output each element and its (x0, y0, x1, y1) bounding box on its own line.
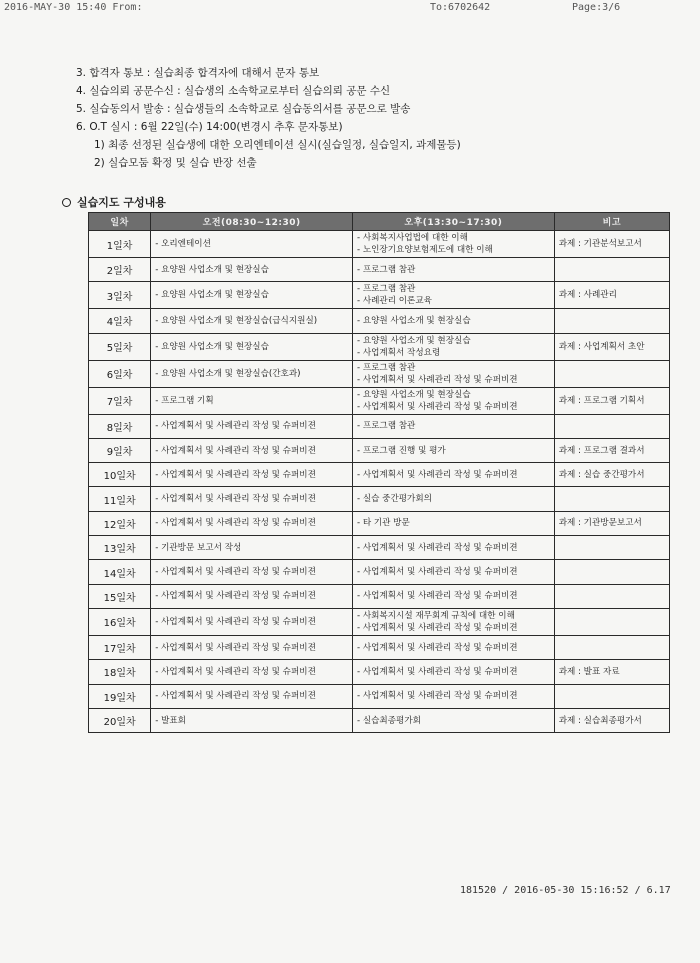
table-row (89, 333, 670, 360)
morning-cell (151, 708, 353, 732)
day-cell: 12일차 (89, 511, 151, 535)
note-cell (554, 511, 669, 535)
table-row (89, 231, 670, 258)
table-row (89, 487, 670, 511)
circle-bullet-icon (62, 198, 71, 207)
activity-line: - 사업계획서 및 사례관리 작성 및 슈퍼비젼 (155, 666, 316, 677)
table-row (89, 608, 670, 635)
activity-line: - 실습 중간평가회의 (356, 494, 432, 505)
day-cell: 11일차 (89, 487, 151, 511)
activity-line: - 요양원 사업소개 및 현장실습 (155, 264, 269, 275)
table-row (89, 438, 670, 462)
morning-cell (151, 414, 353, 438)
morning-cell (151, 309, 353, 333)
note-text: 과제 : 실습 중간평가서 (558, 469, 645, 480)
morning-cell (151, 387, 353, 414)
note-cell (554, 333, 669, 360)
activity-line: - 프로그램 기획 (155, 395, 214, 406)
table-row (89, 511, 670, 535)
day-cell: 13일차 (89, 536, 151, 560)
table-row (89, 360, 670, 387)
afternoon-cell (352, 684, 554, 708)
note-cell (554, 360, 669, 387)
header-morning: 오전(08:30~12:30) (151, 213, 353, 231)
day-cell: 4일차 (89, 309, 151, 333)
note-cell (554, 231, 669, 258)
activity-line: - 실습최종평가회 (356, 715, 421, 726)
afternoon-cell (352, 387, 554, 414)
step-item: 2) 실습모둠 확정 및 실습 반장 선출 (94, 157, 257, 169)
note-cell (554, 660, 669, 684)
step-item: 1) 최종 선정된 실습생에 대한 오리엔테이션 실시(실습일정, 실습일지, 과제물등) (94, 139, 461, 151)
activity-line: - 사업계획서 및 사례관리 작성 및 슈퍼비젼 (155, 616, 316, 627)
afternoon-cell (352, 608, 554, 635)
note-cell (554, 487, 669, 511)
activity-line: - 사업계획서 및 사례관리 작성 및 슈퍼비젼 (356, 591, 518, 602)
header-afternoon: 오후(13:30~17:30) (352, 213, 554, 231)
day-cell: 16일차 (89, 608, 151, 635)
step-item: 5. 실습동의서 발송 : 실습생들의 소속학교로 실습동의서를 공문으로 발송 (76, 103, 411, 115)
afternoon-cell (352, 414, 554, 438)
activity-line: - 사업계획서 및 사례관리 작성 및 슈퍼비젼 (356, 401, 518, 412)
note-text: 과제 : 실습최종평가서 (558, 715, 642, 726)
activity-line: - 사업계획서 및 사례관리 작성 및 슈퍼비젼 (155, 518, 316, 529)
morning-cell (151, 560, 353, 584)
activity-line: - 발표회 (155, 715, 186, 726)
activity-line: - 요양원 사업소개 및 현장실습 (155, 290, 269, 301)
activity-line: - 사업계획서 및 사례관리 작성 및 슈퍼비젼 (356, 469, 518, 480)
day-cell: 6일차 (89, 360, 151, 387)
table-row (89, 708, 670, 732)
fax-recipient: To:6702642 (430, 2, 491, 13)
afternoon-cell (352, 231, 554, 258)
note-cell (554, 608, 669, 635)
afternoon-cell (352, 536, 554, 560)
procedure-steps (76, 64, 676, 172)
table-row (89, 536, 670, 560)
activity-line: - 사례관리 이론교육 (356, 296, 432, 307)
activity-line: - 프로그램 진행 및 평가 (356, 445, 446, 456)
afternoon-cell (352, 635, 554, 659)
note-text: 과제 : 기관방문보고서 (558, 518, 642, 529)
table-row (89, 660, 670, 684)
note-cell (554, 584, 669, 608)
day-cell: 5일차 (89, 333, 151, 360)
note-cell (554, 536, 669, 560)
activity-line: - 노인장기요양보험제도에 대한 이해 (356, 245, 493, 255)
activity-line: - 사업계획서 및 사례관리 작성 및 슈퍼비젼 (356, 642, 518, 653)
activity-line: - 요양원 사업소개 및 현장실습 (356, 315, 471, 326)
activity-line: - 사업계획서 및 사례관리 작성 및 슈퍼비젼 (356, 374, 518, 385)
fax-datetime: 2016-MAY-30 15:40 From: (4, 2, 143, 13)
activity-line: - 기관방문 보고서 작성 (155, 542, 242, 553)
afternoon-cell (352, 282, 554, 309)
note-text: 과제 : 사례관리 (558, 290, 617, 301)
activity-line: - 프로그램 참관 (356, 284, 416, 295)
activity-line: - 프로그램 참관 (356, 264, 416, 275)
note-cell (554, 258, 669, 282)
activity-line: - 사업계획서 및 사례관리 작성 및 슈퍼비젼 (356, 691, 518, 702)
activity-line: - 프로그램 참관 (356, 421, 416, 432)
table-row (89, 414, 670, 438)
day-cell: 18일차 (89, 660, 151, 684)
table-row (89, 309, 670, 333)
morning-cell (151, 463, 353, 487)
note-text: 과제 : 발표 자료 (558, 666, 620, 677)
morning-cell (151, 438, 353, 462)
morning-cell (151, 333, 353, 360)
note-cell (554, 684, 669, 708)
morning-cell (151, 660, 353, 684)
note-text: 과제 : 프로그램 결과서 (558, 445, 645, 456)
activity-line: - 사업계획서 및 사례관리 작성 및 슈퍼비젼 (356, 622, 518, 633)
afternoon-cell (352, 333, 554, 360)
activity-line: - 요양원 사업소개 및 현장실습(간호과) (155, 368, 301, 379)
table-body (89, 231, 670, 733)
morning-cell (151, 608, 353, 635)
day-cell: 19일차 (89, 684, 151, 708)
section-title: 실습지도 구성내용 (77, 196, 166, 209)
day-cell: 2일차 (89, 258, 151, 282)
activity-line: - 타 기관 방문 (356, 518, 410, 529)
afternoon-cell (352, 560, 554, 584)
training-schedule-table (88, 212, 670, 733)
activity-line: - 사업계획서 및 사례관리 작성 및 슈퍼비젼 (155, 642, 316, 653)
activity-line: - 사업계획서 및 사례관리 작성 및 슈퍼비젼 (155, 421, 316, 432)
day-cell: 3일차 (89, 282, 151, 309)
morning-cell (151, 584, 353, 608)
morning-cell (151, 536, 353, 560)
table-row (89, 560, 670, 584)
note-text: 과제 : 기관분석보고서 (558, 239, 642, 249)
activity-line: - 요양원 사업소개 및 현장실습 (356, 335, 471, 346)
activity-line: - 사업계획서 및 사례관리 작성 및 슈퍼비젼 (356, 567, 518, 578)
table-row (89, 387, 670, 414)
morning-cell (151, 511, 353, 535)
fax-footer-stamp: 181520 / 2016-05-30 15:16:52 / 6.17 (460, 885, 671, 896)
activity-line: - 요양원 사업소개 및 현장실습 (356, 389, 471, 400)
table-row (89, 282, 670, 309)
activity-line: - 사업계획서 및 사례관리 작성 및 슈퍼비젼 (155, 591, 316, 602)
afternoon-cell (352, 511, 554, 535)
day-cell: 7일차 (89, 387, 151, 414)
day-cell: 17일차 (89, 635, 151, 659)
afternoon-cell (352, 463, 554, 487)
table-header-row (89, 213, 670, 231)
table-row (89, 584, 670, 608)
morning-cell (151, 282, 353, 309)
afternoon-cell (352, 708, 554, 732)
note-cell (554, 635, 669, 659)
day-cell: 10일차 (89, 463, 151, 487)
note-cell (554, 463, 669, 487)
afternoon-cell (352, 487, 554, 511)
afternoon-cell (352, 584, 554, 608)
activity-line: - 사회복지사업법에 대한 이해 (356, 233, 468, 243)
note-cell (554, 708, 669, 732)
afternoon-cell (352, 258, 554, 282)
morning-cell (151, 231, 353, 258)
activity-line: - 요양원 사업소개 및 현장실습(급식지원실) (155, 315, 318, 326)
table-row (89, 258, 670, 282)
day-cell: 1일차 (89, 231, 151, 258)
note-cell (554, 438, 669, 462)
note-text: 과제 : 사업계획서 초안 (558, 341, 645, 352)
note-cell (554, 387, 669, 414)
afternoon-cell (352, 660, 554, 684)
note-cell (554, 414, 669, 438)
fax-header (0, 2, 700, 16)
note-cell (554, 282, 669, 309)
activity-line: - 사업계획서 작성요령 (356, 347, 441, 358)
activity-line: - 프로그램 참관 (356, 362, 416, 373)
morning-cell (151, 635, 353, 659)
step-item: 6. O.T 실시 : 6월 22일(수) 14:00(변경시 추후 문자통보) (76, 121, 343, 133)
day-cell: 9일차 (89, 438, 151, 462)
day-cell: 8일차 (89, 414, 151, 438)
activity-line: - 사업계획서 및 사례관리 작성 및 슈퍼비젼 (155, 494, 316, 505)
afternoon-cell (352, 438, 554, 462)
table-row (89, 684, 670, 708)
table-row (89, 635, 670, 659)
step-item: 4. 실습의뢰 공문수신 : 실습생의 소속학교로부터 실습의뢰 공문 수신 (76, 85, 391, 97)
activity-line: - 사업계획서 및 사례관리 작성 및 슈퍼비젼 (155, 469, 316, 480)
day-cell: 20일차 (89, 708, 151, 732)
morning-cell (151, 487, 353, 511)
note-cell (554, 309, 669, 333)
morning-cell (151, 360, 353, 387)
day-cell: 14일차 (89, 560, 151, 584)
fax-page-number: Page:3/6 (572, 2, 621, 13)
header-note: 비고 (554, 213, 669, 231)
activity-line: - 사업계획서 및 사례관리 작성 및 슈퍼비젼 (356, 542, 518, 553)
day-cell: 15일차 (89, 584, 151, 608)
morning-cell (151, 258, 353, 282)
activity-line: - 사회복지시설 재무회계 규칙에 대한 이해 (356, 610, 515, 621)
activity-line: - 요양원 사업소개 및 현장실습 (155, 341, 269, 352)
note-text: 과제 : 프로그램 기획서 (558, 395, 645, 406)
activity-line: - 사업계획서 및 사례관리 작성 및 슈퍼비젼 (356, 666, 518, 677)
activity-line: - 오리엔테이션 (155, 239, 211, 249)
section-heading (62, 194, 166, 210)
table-row (89, 463, 670, 487)
step-item: 3. 합격자 통보 : 실습최종 합격자에 대해서 문자 통보 (76, 67, 320, 79)
activity-line: - 사업계획서 및 사례관리 작성 및 슈퍼비젼 (155, 691, 316, 702)
activity-line: - 사업계획서 및 사례관리 작성 및 슈퍼비젼 (155, 567, 316, 578)
afternoon-cell (352, 309, 554, 333)
activity-line: - 사업계획서 및 사례관리 작성 및 슈퍼비젼 (155, 445, 316, 456)
note-cell (554, 560, 669, 584)
header-day: 일차 (89, 213, 151, 231)
morning-cell (151, 684, 353, 708)
afternoon-cell (352, 360, 554, 387)
